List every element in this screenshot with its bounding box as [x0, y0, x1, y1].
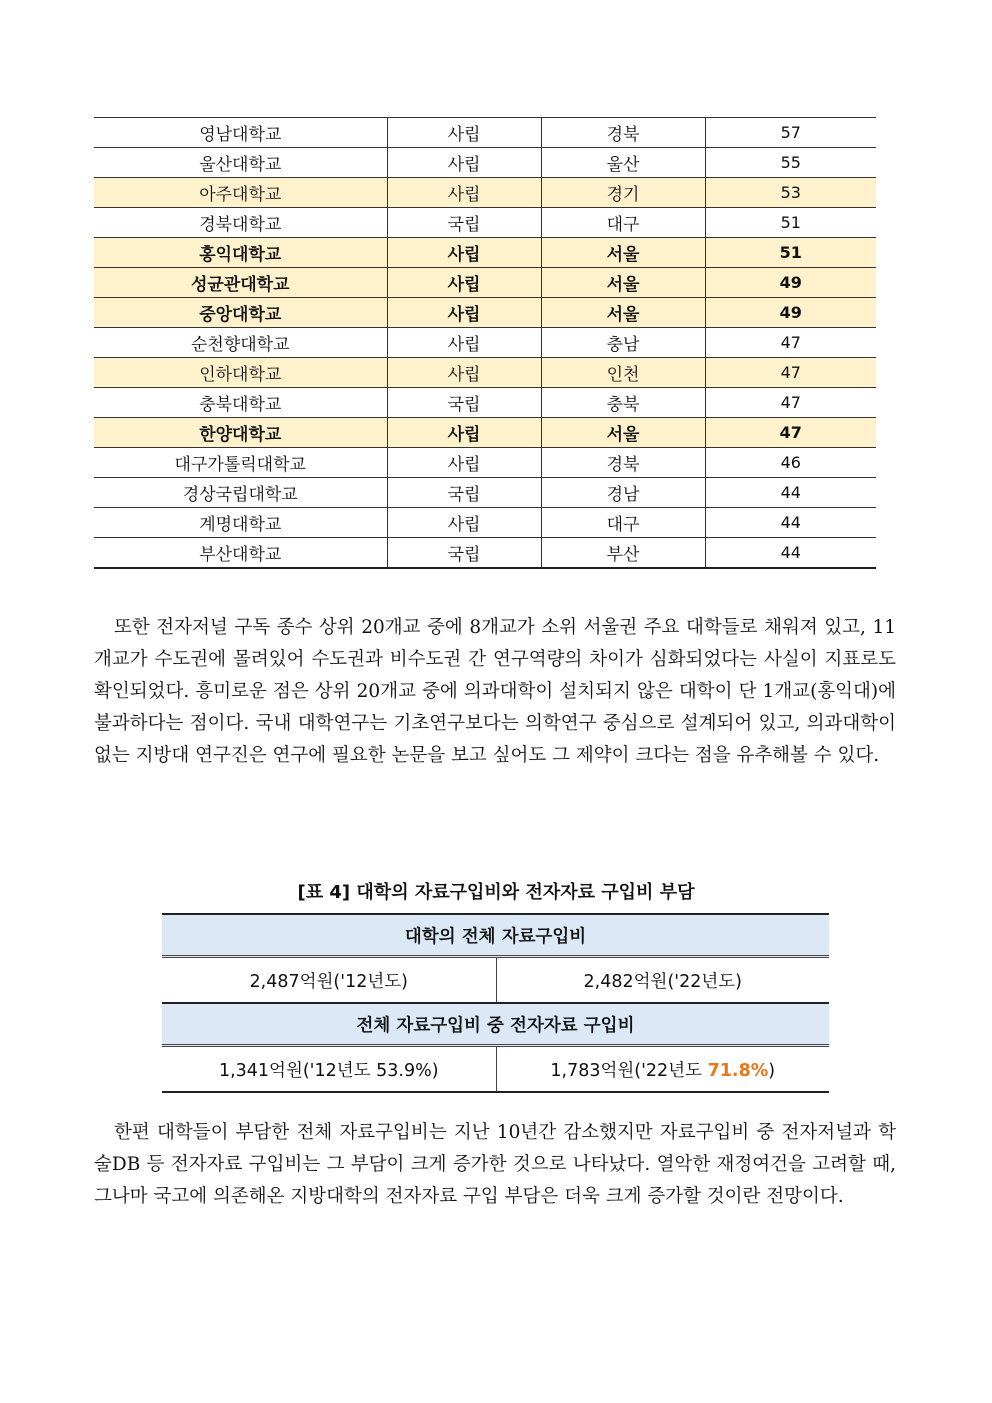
table-row — [94, 508, 876, 538]
table-row — [94, 388, 876, 418]
table-row — [94, 148, 876, 178]
purchase-cost-table — [162, 913, 829, 1093]
table-row — [94, 328, 876, 358]
table-row — [94, 298, 876, 328]
university-name-cell: 충북대학교 — [94, 388, 387, 418]
e-resource-2022-percent: 71.8% — [707, 1060, 769, 1081]
institution-type-cell: 사립 — [387, 178, 541, 208]
university-name-cell: 아주대학교 — [94, 178, 387, 208]
region-cell: 서울 — [541, 238, 705, 268]
e-resource-cost-2022 — [496, 1046, 829, 1093]
count-cell: 44 — [705, 478, 876, 508]
table-row — [94, 268, 876, 298]
e-resource-cost-2012: 1,341억원('12년도 53.9%) — [162, 1046, 496, 1093]
table-row — [94, 178, 876, 208]
e-resource-2022-value: 1,783억원('22년도 — [550, 1060, 708, 1081]
university-ranking-table — [94, 117, 876, 569]
body-paragraph-1: 또한 전자저널 구독 종수 상위 20개교 중에 8개교가 소위 서울권 주요 대학들로 채워져 있고, 11개교가 수도권에 몰려있어 수도권과 비수도권 간 연구역량의 차이가 심화되었다는 사실이 지표로도 확인되었다. 흥미로운 점은 상위 20개교 중에 의과대학이 설치되지 않은 대학이 단 1개교(홍익대)에 불과하다는 점이다. 국내 대학연구는 기초연구보다는 의학연구 중심으로 설계되어 있고, 의과대학이 없는 지방대 연구진은 연구에 필요한 논문을 보고 싶어도 그 제약이 크다는 점을 유추해볼 수 있다. — [94, 617, 896, 766]
count-cell: 49 — [705, 268, 876, 298]
region-cell: 경기 — [541, 178, 705, 208]
table-row — [94, 448, 876, 478]
table-row — [94, 538, 876, 569]
university-name-cell: 부산대학교 — [94, 538, 387, 569]
university-name-cell: 인하대학교 — [94, 358, 387, 388]
region-cell: 서울 — [541, 418, 705, 448]
region-cell: 충남 — [541, 328, 705, 358]
institution-type-cell: 국립 — [387, 478, 541, 508]
region-cell: 인천 — [541, 358, 705, 388]
university-name-cell: 계명대학교 — [94, 508, 387, 538]
region-cell: 경북 — [541, 118, 705, 148]
institution-type-cell: 사립 — [387, 358, 541, 388]
count-cell: 49 — [705, 298, 876, 328]
count-cell: 44 — [705, 538, 876, 569]
table-row — [94, 118, 876, 148]
institution-type-cell: 사립 — [387, 268, 541, 298]
institution-type-cell: 국립 — [387, 208, 541, 238]
institution-type-cell: 사립 — [387, 118, 541, 148]
e-resource-cost-header: 전체 자료구입비 중 전자자료 구입비 — [162, 1003, 829, 1046]
count-cell: 53 — [705, 178, 876, 208]
count-cell: 46 — [705, 448, 876, 478]
university-name-cell: 경상국립대학교 — [94, 478, 387, 508]
table-caption: [표 4] 대학의 자료구입비와 전자자료 구입비 부담 — [297, 882, 695, 903]
university-name-cell: 대구가톨릭대학교 — [94, 448, 387, 478]
university-name-cell: 경북대학교 — [94, 208, 387, 238]
table-row — [94, 478, 876, 508]
total-cost-header: 대학의 전체 자료구입비 — [162, 914, 829, 957]
university-name-cell: 홍익대학교 — [94, 238, 387, 268]
count-cell: 44 — [705, 508, 876, 538]
institution-type-cell: 사립 — [387, 298, 541, 328]
region-cell: 서울 — [541, 298, 705, 328]
count-cell: 47 — [705, 358, 876, 388]
e-resource-2022-close: ) — [768, 1060, 776, 1081]
total-cost-2022: 2,482억원('22년도) — [496, 957, 829, 1004]
institution-type-cell: 사립 — [387, 238, 541, 268]
institution-type-cell: 사립 — [387, 418, 541, 448]
region-cell: 부산 — [541, 538, 705, 569]
body-paragraph-2: 한편 대학들이 부담한 전체 자료구입비는 지난 10년간 감소했지만 자료구입비 중 전자저널과 학술DB 등 전자자료 구입비는 그 부담이 크게 증가한 것으로 나타났다. 열악한 재정여건을 고려할 때, 그나마 국고에 의존해온 지방대학의 전자자료 구입 부담은 더욱 크게 증가할 것이란 전망이다. — [94, 1122, 896, 1207]
institution-type-cell: 국립 — [387, 388, 541, 418]
university-name-cell: 한양대학교 — [94, 418, 387, 448]
table-row — [94, 238, 876, 268]
region-cell: 울산 — [541, 148, 705, 178]
count-cell: 51 — [705, 208, 876, 238]
count-cell: 51 — [705, 238, 876, 268]
institution-type-cell: 사립 — [387, 148, 541, 178]
table-row — [94, 208, 876, 238]
region-cell: 서울 — [541, 268, 705, 298]
count-cell: 47 — [705, 328, 876, 358]
region-cell: 충북 — [541, 388, 705, 418]
table-row — [94, 358, 876, 388]
institution-type-cell: 사립 — [387, 448, 541, 478]
region-cell: 경남 — [541, 478, 705, 508]
total-cost-2012: 2,487억원('12년도) — [162, 957, 496, 1004]
institution-type-cell: 국립 — [387, 538, 541, 569]
institution-type-cell: 사립 — [387, 508, 541, 538]
region-cell: 대구 — [541, 508, 705, 538]
count-cell: 47 — [705, 418, 876, 448]
count-cell: 55 — [705, 148, 876, 178]
count-cell: 57 — [705, 118, 876, 148]
region-cell: 대구 — [541, 208, 705, 238]
university-name-cell: 중앙대학교 — [94, 298, 387, 328]
count-cell: 47 — [705, 388, 876, 418]
university-name-cell: 영남대학교 — [94, 118, 387, 148]
university-name-cell: 울산대학교 — [94, 148, 387, 178]
university-name-cell: 성균관대학교 — [94, 268, 387, 298]
institution-type-cell: 사립 — [387, 328, 541, 358]
table-row — [94, 418, 876, 448]
university-name-cell: 순천향대학교 — [94, 328, 387, 358]
region-cell: 경북 — [541, 448, 705, 478]
